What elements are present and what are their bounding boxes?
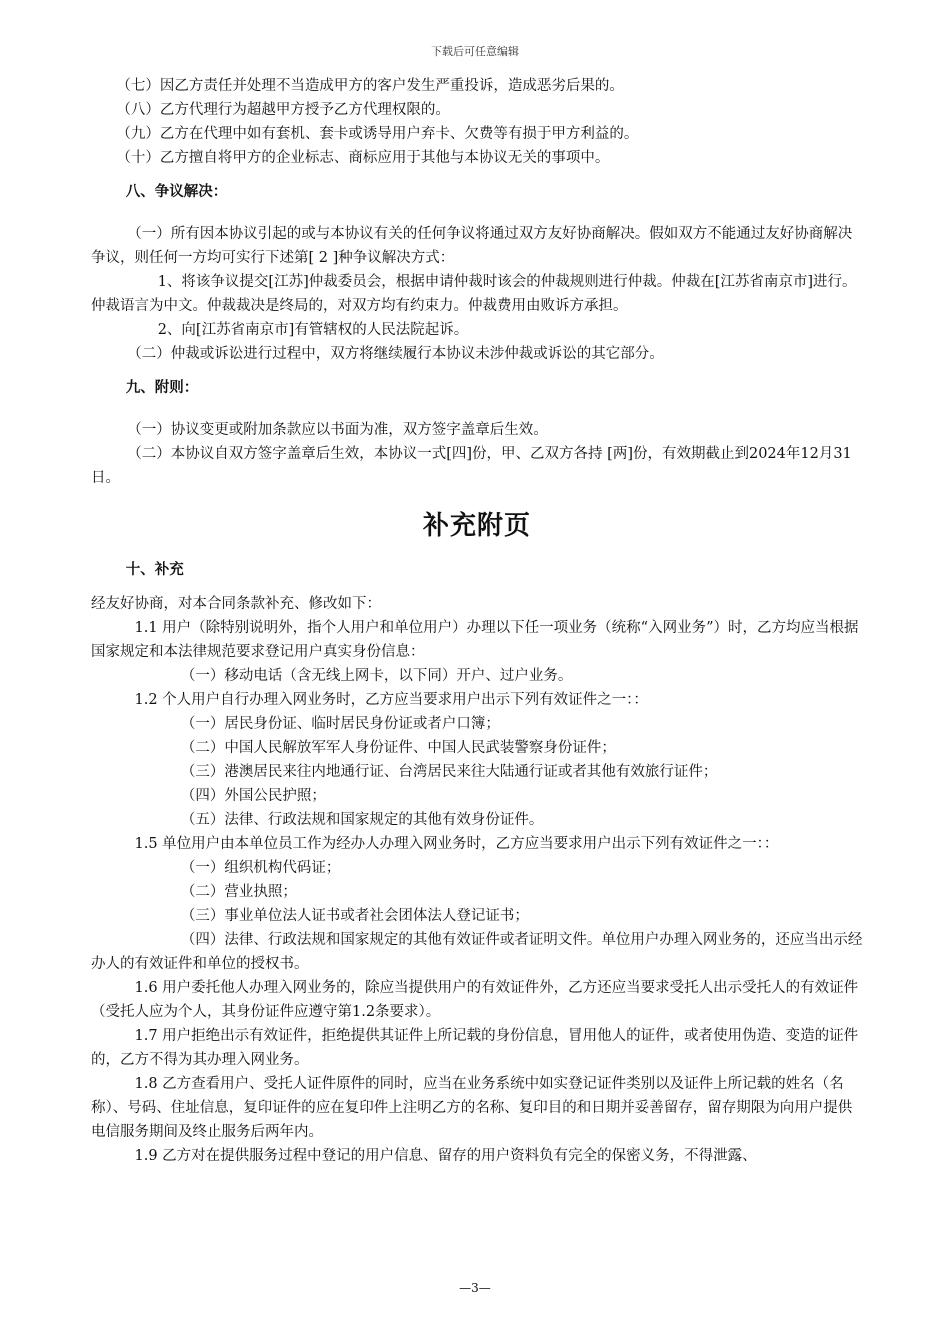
document-body [91, 74, 863, 1168]
section-10-heading: 十、补充 [125, 562, 184, 578]
clause-1-8: 1.8 乙方查看用户、受托人证件原件的同时，应当在业务系统中如实登记证件类别以及证件上所记载的姓名（名称）、号码、住址信息，复印证件的应在复印件上注明乙方的名称、复印目的和日期并妥善留存，留存期限为向用户提供电信服务期间及终止服务后两年内。 [91, 1076, 853, 1140]
page-number: —3— [459, 1281, 491, 1295]
clause-1-5-item: （二）营业执照； [180, 884, 297, 900]
clause-10: （十）乙方擅自将甲方的企业标志、商标应用于其他与本协议无关的事项中。 [116, 150, 610, 166]
section-8-para-2: 1、将该争议提交[江苏]仲裁委员会，根据申请仲裁时该会的仲裁规则进行仲裁。仲裁在[江苏省南京市]进行。仲裁语言为中文。仲裁裁决是终局的，对双方均有约束力。仲裁费用由败诉方承担。 [91, 274, 857, 314]
section-8-para-4: （二）仲裁或诉讼进行过程中，双方将继续履行本协议未涉仲裁或诉讼的其它部分。 [127, 346, 664, 362]
clause-1-5-item: （一）组织机构代码证； [180, 860, 341, 876]
section-9-heading: 九、附则： [125, 380, 199, 396]
section-8-para-1: （一）所有因本协议引起的或与本协议有关的任何争议将通过双方友好协商解决。假如双方不能通过友好协商解决争议，则任何一方均可实行下述第[ 2 ]种争议解决方式： [91, 226, 853, 266]
section-10-intro: 经友好协商，对本合同条款补充、修改如下： [91, 596, 381, 612]
clause-9: （九）乙方在代理中如有套机、套卡或诱导用户弃卡、欠费等有损于甲方利益的。 [116, 126, 639, 142]
clause-1-1-item: （一）移动电话（含无线上网卡，以下同）开户、过户业务。 [180, 668, 573, 684]
clause-1-6: 1.6 用户委托他人办理入网业务的，除应当提供用户的有效证件外，乙方还应当要求受托人出示受托人的有效证件（受托人应为个人，其身份证件应遵守第1.2条要求）。 [91, 980, 859, 1020]
section-9-para-1: （一）协议变更或附加条款应以书面为准，双方签字盖章后生效。 [127, 422, 548, 438]
clause-1-5-item-last: （四）法律、行政法规和国家规定的其他有效证件或者证明文件。单位用户办理入网业务的，还应当出示经办人的有效证件和单位的授权书。 [91, 932, 863, 972]
clause-1-7: 1.7 用户拒绝出示有效证件，拒绝提供其证件上所记载的身份信息，冒用他人的证件，或者使用伪造、变造的证件的，乙方不得为其办理入网业务。 [91, 1028, 859, 1068]
clause-1-5: 1.5 单位用户由本单位员工作为经办人办理入网业务时，乙方应当要求用户出示下列有效证件之一：： [134, 836, 779, 852]
clause-1-1: 1.1 用户（除特别说明外，指个人用户和单位用户）办理以下任一项业务（统称“入网业务”）时，乙方均应当根据国家规定和本法律规范要求登记用户真实身份信息： [91, 620, 859, 660]
clause-8: （八）乙方代理行为超越甲方授予乙方代理权限的。 [116, 102, 450, 118]
header-note: 下载后可任意编辑 [431, 45, 519, 58]
clause-1-2: 1.2 个人用户自行办理入网业务时，乙方应当要求用户出示下列有效证件之一：： [134, 692, 648, 708]
section-9-para-2: （二）本协议自双方签字盖章后生效，本协议一式[四]份，甲、乙双方各持 [两]份，有效期截止到2024年12月31日。 [91, 446, 852, 486]
section-8-heading: 八、争议解决： [125, 184, 228, 200]
clause-1-2-item: （二）中国人民解放军军人身份证件、中国人民武装警察身份证件； [180, 740, 616, 756]
clause-1-5-item: （三）事业单位法人证书或者社会团体法人登记证书； [180, 908, 529, 924]
clause-1-2-item: （三）港澳居民来往内地通行证、台湾居民来往大陆通行证或者其他有效旅行证件； [180, 764, 718, 780]
clause-1-2-item: （四）外国公民护照； [180, 788, 326, 804]
clause-7: （七）因乙方责任并处理不当造成甲方的客户发生严重投诉，造成恶劣后果的。 [116, 78, 624, 94]
clause-1-2-item: （一）居民身份证、临时居民身份证或者户口簿； [180, 716, 500, 732]
supplement-title: 补充附页 [422, 511, 531, 541]
clause-1-9: 1.9 乙方对在提供服务过程中登记的用户信息、留存的用户资料负有完全的保密义务，不得泄露、 [134, 1148, 757, 1164]
section-8-para-3: 2、向[江苏省南京市]有管辖权的人民法院起诉。 [157, 322, 469, 338]
clause-1-2-item: （五）法律、行政法规和国家规定的其他有效身份证件。 [180, 812, 544, 828]
